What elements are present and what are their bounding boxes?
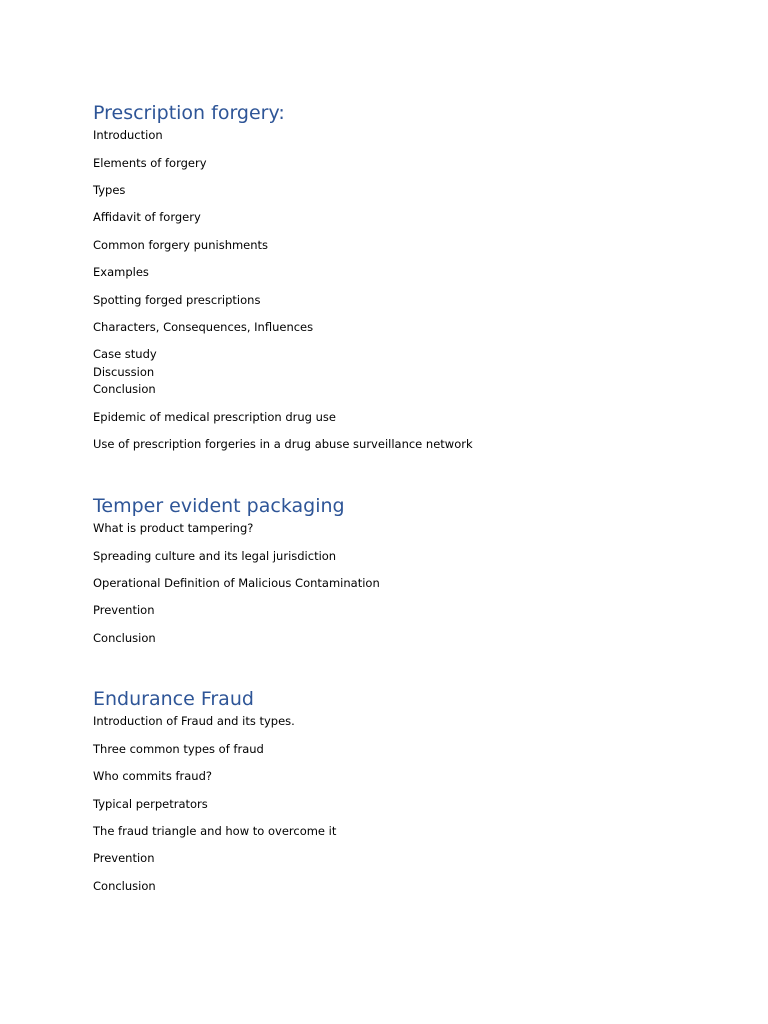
list-item: Characters, Consequences, Influences [93, 320, 314, 334]
list-item: Conclusion [93, 382, 156, 396]
list-item: Spotting forged prescriptions [93, 293, 261, 307]
list-item: Prevention [93, 603, 155, 617]
list-item: The fraud triangle and how to overcome it [93, 824, 337, 838]
list-item: Use of prescription forgeries in a drug abuse surveillance network [93, 437, 473, 451]
list-item: Discussion [93, 365, 155, 379]
list-item: Operational Definition of Malicious Contamination [93, 576, 380, 590]
list-item: Case study [93, 347, 157, 361]
section-heading-endurance-fraud: Endurance Fraud [93, 688, 254, 710]
list-item: Epidemic of medical prescription drug use [93, 410, 336, 424]
list-item: Typical perpetrators [93, 797, 208, 811]
list-item: Conclusion [93, 879, 156, 893]
list-item: Prevention [93, 851, 155, 865]
list-item: Types [93, 183, 126, 197]
list-item: What is product tampering? [93, 521, 254, 535]
list-item: Spreading culture and its legal jurisdiction [93, 549, 337, 563]
list-item: Common forgery punishments [93, 238, 269, 252]
list-item: Affidavit of forgery [93, 210, 201, 224]
section-heading-temper-evident-packaging: Temper evident packaging [93, 495, 345, 517]
list-item: Three common types of fraud [93, 742, 264, 756]
list-item: Who commits fraud? [93, 769, 212, 783]
list-item: Introduction [93, 128, 163, 142]
list-item: Conclusion [93, 631, 156, 645]
section-heading-prescription-forgery: Prescription forgery: [93, 102, 285, 124]
list-item: Examples [93, 265, 149, 279]
list-item: Elements of forgery [93, 156, 207, 170]
list-item: Introduction of Fraud and its types. [93, 714, 295, 728]
